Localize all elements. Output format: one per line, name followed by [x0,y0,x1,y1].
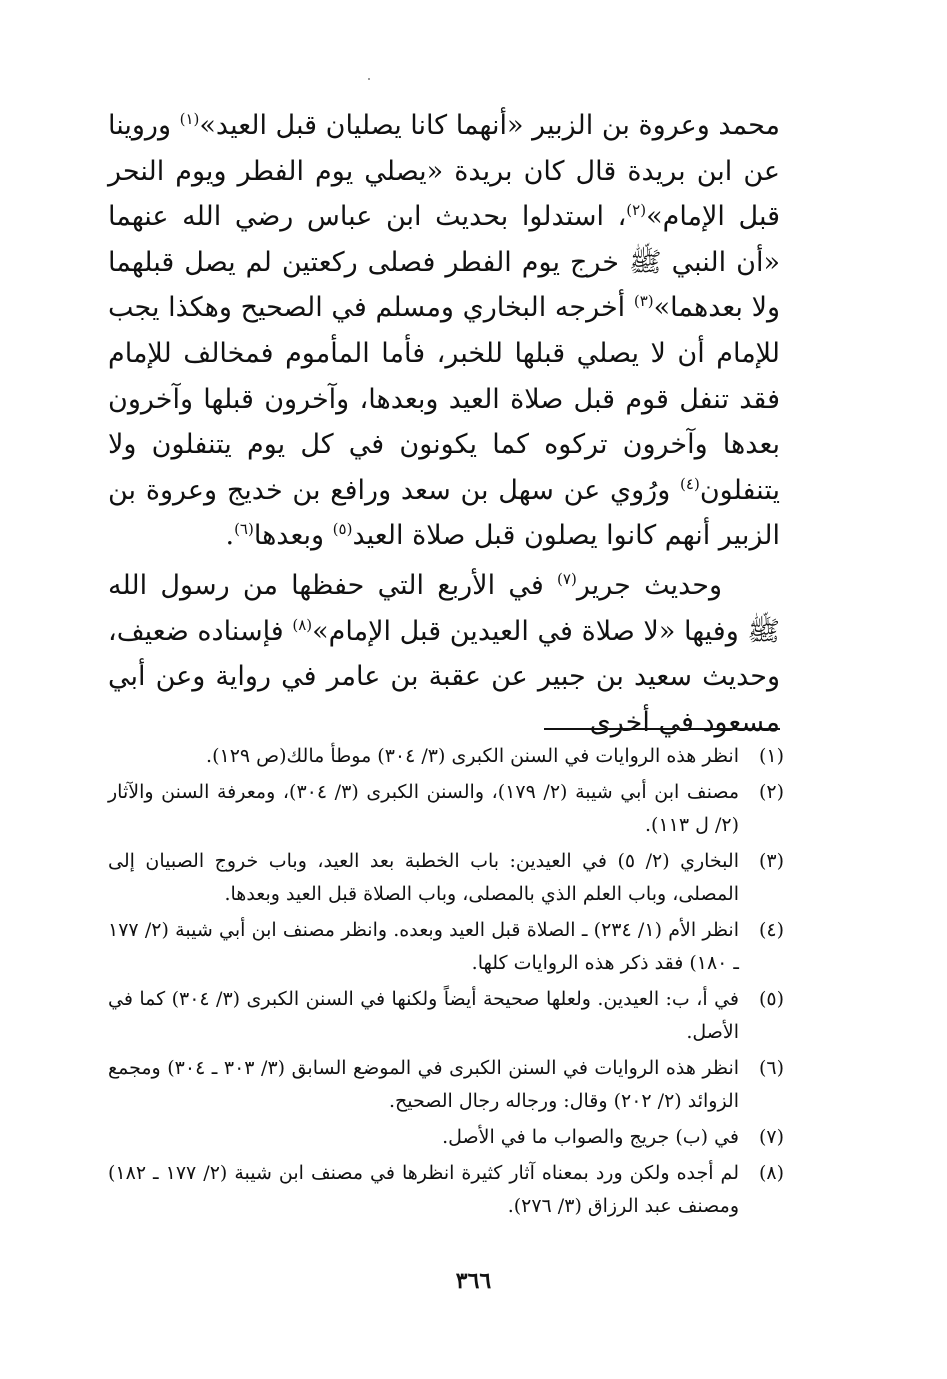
footnote [108,1121,784,1154]
footnotes-list [108,740,784,1226]
paragraph-2 [108,563,780,745]
footnote [108,1052,784,1118]
footnote-text: انظر هذه الروايات في السنن الكبرى (٣/ ٣٠٤) موطأ مالك(ص ١٢٩). [206,745,739,767]
footnote-ref: (٢) [626,201,647,220]
footnote-number: (٣) [758,850,784,872]
footnote-number: (٤) [758,919,784,941]
footnote-ref: (١) [179,110,200,128]
text-run: . [225,520,235,552]
footnote-text: مصنف ابن أبي شيبة (٢/ ١٧٩)، والسنن الكبرى (٣/ ٣٠٤)، ومعرفة السنن والآثار (٢/ ل ١١٣). [108,781,739,836]
footnote [108,1157,784,1223]
text-run: فإسناده ضعيف، وحديث سعيد بن جبير عن عقبة بن عامر في رواية وعن أبي مسعود في أخرى [108,615,780,738]
footnote-text: انظر هذه الروايات في السنن الكبرى في الموضع السابق (٣/ ٣٠٣ ـ ٣٠٤) ومجمع الزوائد (٢/ ٢٠٢) وقال: ورجاله رجال الصحيح. [108,1057,740,1112]
footnote-text: لم أجده ولكن ورد بمعناه آثار كثيرة انظرها في مصنف ابن شيبة (٢/ ١٧٧ ـ ١٨٢) ومصنف عبد الرزاق (٣/ ٢٧٦). [108,1162,739,1217]
footnote-text: في (ب) جريج والصواب ما في الأصل. [442,1126,739,1148]
footnote-text: انظر الأم (١/ ٢٣٤) ـ الصلاة قبل العيد وبعده. وانظر مصنف ابن أبي شيبة (٢/ ١٧٧ ـ ١٨٠) فقد ذكر هذه الروايات كلها. [108,919,739,974]
text-run: ، استدلوا بحديث ابن عباس رضي الله عنهما «أن النبي ﷺ خرج يوم الفطر فصلى ركعتين لم يصل قبلهما ولا بعدهما» [108,201,781,324]
footnote [108,983,784,1049]
footnote-number: (١) [758,745,784,767]
footnote-text: البخاري (٢/ ٥) في العيدين: باب الخطبة بعد العيد، وباب خروج الصبيان إلى المصلى، وباب العلم الذي بالمصلى، وباب الصلاة قبل العيد وبعدها. [108,850,739,905]
footnote [108,740,784,773]
footnote-number: (٧) [758,1126,784,1148]
page-number: ٣٦٦ [455,1268,492,1294]
text-run: محمد وعروة بن الزبير «أنهما كانا يصليان قبل العيد» [199,110,780,141]
footnote-ref: (٦) [234,520,254,539]
footnote [108,776,784,842]
text-run: أخرجه البخاري ومسلم في الصحيح وهكذا يجب للإمام أن لا يصلي قبلها للخبر، فأما المأموم فمخالف للإمام فقد تنفل قوم قبل صلاة العيد وبعدها، وآخرون قبلها وآخرون بعدها وآخرون تركوه كما يكونون في كل يوم يتنفلون ولا يتنفلون [108,292,780,506]
footnote-number: (٦) [758,1057,784,1079]
footnote [108,914,784,980]
footnote-number: (٥) [758,988,784,1010]
footnote [108,845,784,911]
text-run: في الأربع التي حفظها من رسول الله ﷺ وفيها «لا صلاة في العيدين قبل الإمام» [108,570,781,647]
paragraph-1 [108,103,780,559]
footnote-number: (٨) [758,1162,784,1184]
footnote-ref: (٨) [292,615,313,634]
speck [368,78,370,80]
text-run: وروينا عن ابن بريدة قال كان بريدة «يصلي يوم الفطر ويوم النحر قبل الإمام» [108,110,780,233]
text-run: وحديث جرير [576,570,723,601]
footnote-number: (٢) [758,781,784,803]
footnote-ref: (٣) [633,292,654,311]
text-run: ورُوي عن سهل بن سعد ورافع بن خديج وعروة بن الزبير أنهم كانوا يصلون قبل صلاة العيد [108,474,780,552]
footnote-text: في أ، ب: العيدين. ولعلها صحيحة أيضاً ولكنها في السنن الكبرى (٣/ ٣٠٤) كما في الأصل. [108,988,739,1043]
footnote-ref: (٤) [680,474,700,493]
footnote-ref: (٧) [557,570,577,588]
text-run: وبعدها [253,520,333,552]
footnote-ref: (٥) [332,520,353,539]
footnote-separator [544,728,780,730]
